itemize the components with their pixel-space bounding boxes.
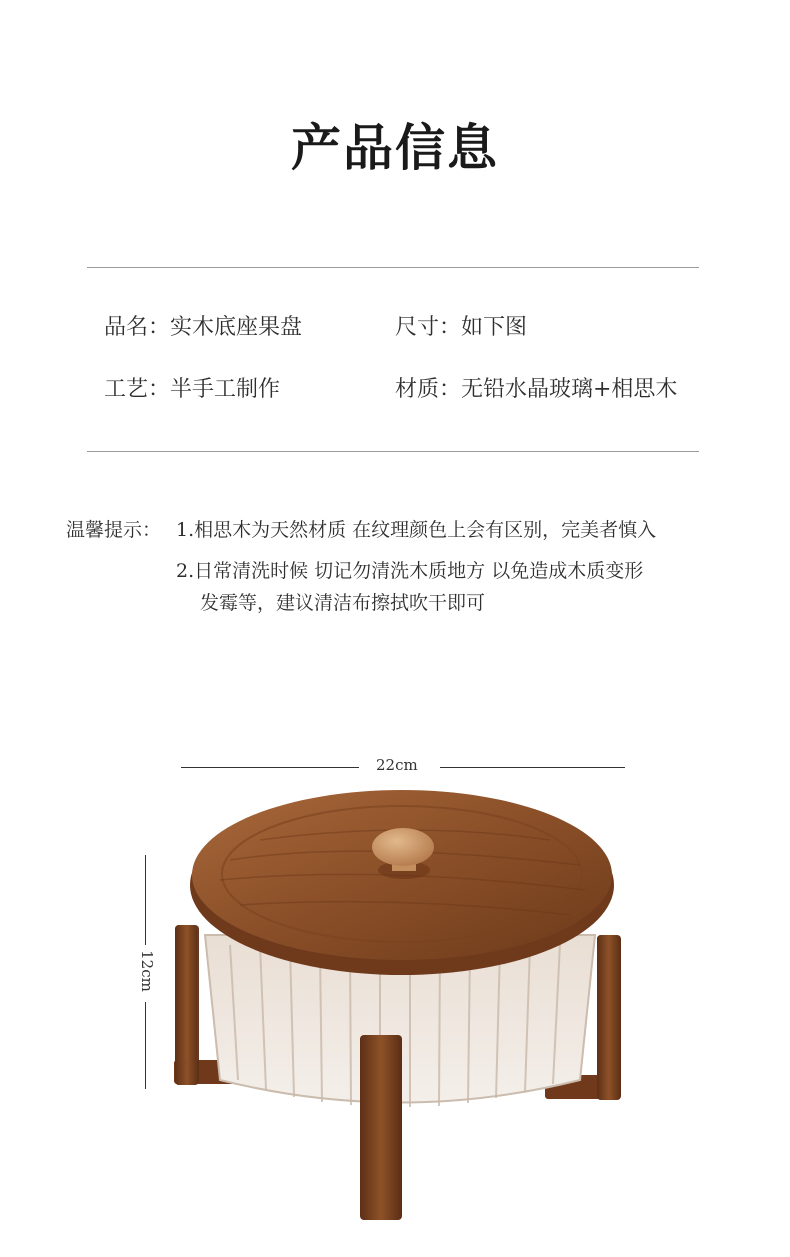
width-label: 22cm [376,756,418,774]
product-image [160,770,640,1230]
tips-label: 温馨提示： [66,519,162,541]
tips-line-3: 发霉等，建议清洁布擦拭吹干即可 [200,592,486,614]
width-line-right [440,767,625,768]
knob [372,828,434,866]
height-line-top [145,855,146,945]
tips-line-1: 1.相思木为天然材质 在纹理颜色上会有区别，完美者慎入 [176,519,657,541]
divider-top [87,267,699,268]
tips-line-2: 2.日常清洗时候 切记勿清洗木质地方 以免造成木质变形 [176,560,644,582]
front-leg-center [360,1035,402,1220]
spec-size: 尺寸：如下图 [395,315,528,340]
spec-name: 品名：实木底座果盘 [104,315,303,340]
height-line-bottom [145,1002,146,1089]
height-label: 12cm [137,950,156,992]
front-leg-left [175,925,199,1085]
spec-material: 材质：无铅水晶玻璃+相思木 [395,377,678,402]
front-leg-right [597,935,621,1100]
divider-bottom [87,451,699,452]
width-line-left [181,767,359,768]
spec-craft: 工艺：半手工制作 [104,377,281,402]
page-title: 产品信息 [291,119,499,177]
